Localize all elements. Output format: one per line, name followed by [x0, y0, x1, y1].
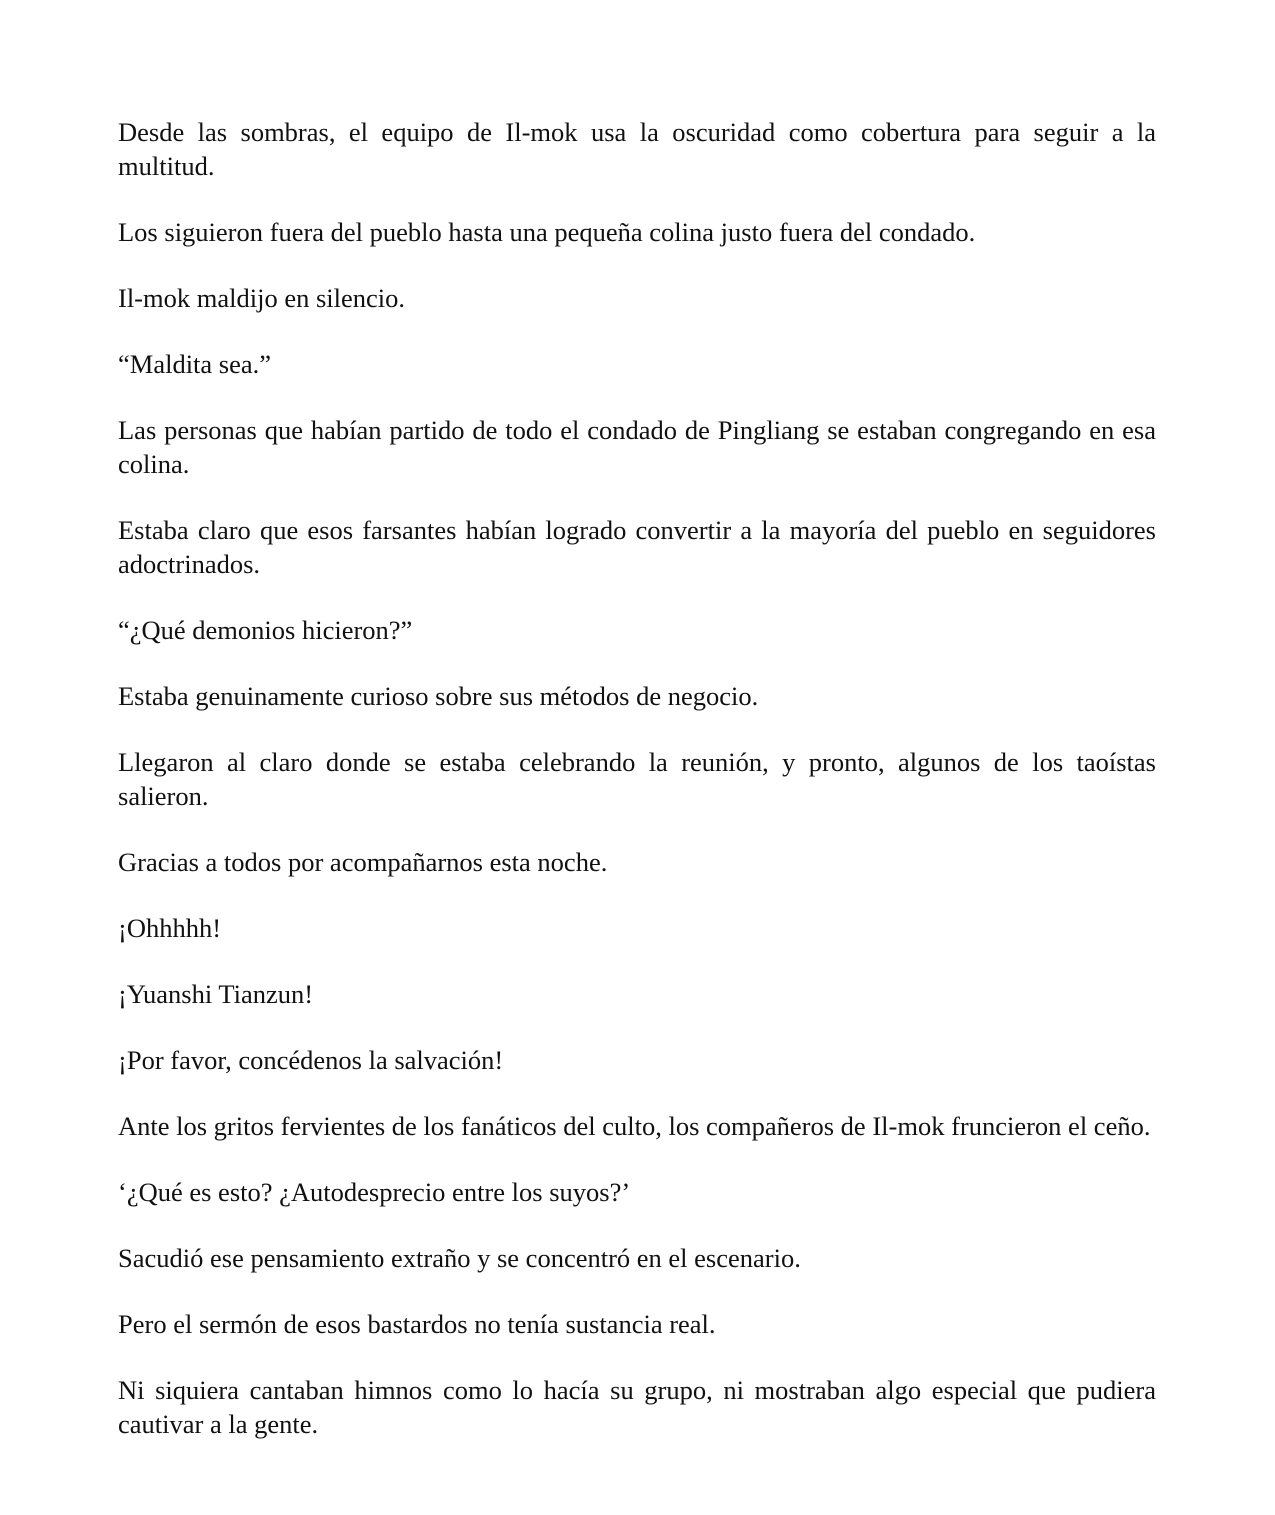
document-page	[118, 115, 1156, 1441]
paragraph-17: Pero el sermón de esos bastardos no tenía sustancia real.	[118, 1309, 716, 1339]
paragraph-10: Gracias a todos por acompañarnos esta noche.	[118, 847, 608, 877]
paragraph-14: Ante los gritos fervientes de los fanáticos del culto, los compañeros de Il-mok fruncieron el ceño.	[118, 1111, 1151, 1141]
paragraph-16: Sacudió ese pensamiento extraño y se concentró en el escenario.	[118, 1243, 801, 1273]
paragraph-15: ‘¿Qué es esto? ¿Autodesprecio entre los suyos?’	[118, 1177, 631, 1207]
paragraph-4: “Maldita sea.”	[118, 349, 272, 379]
paragraph-18: Ni siquiera cantaban himnos como lo hacía su grupo, ni mostraban algo especial que pudiera cautivar a la gente.	[118, 1375, 1156, 1439]
paragraph-12: ¡Yuanshi Tianzun!	[118, 979, 314, 1009]
paragraph-5: Las personas que habían partido de todo el condado de Pingliang se estaban congregando en esa colina.	[118, 415, 1156, 479]
paragraph-13: ¡Por favor, concédenos la salvación!	[118, 1045, 504, 1075]
paragraph-11: ¡Ohhhhh!	[118, 913, 222, 943]
paragraph-9: Llegaron al claro donde se estaba celebrando la reunión, y pronto, algunos de los taoístas salieron.	[118, 747, 1156, 811]
paragraph-1: Desde las sombras, el equipo de Il-mok usa la oscuridad como cobertura para seguir a la multitud.	[118, 117, 1156, 181]
paragraph-6: Estaba claro que esos farsantes habían logrado convertir a la mayoría del pueblo en seguidores adoctrinados.	[118, 515, 1156, 579]
paragraph-3: Il-mok maldijo en silencio.	[118, 283, 406, 313]
paragraph-7: “¿Qué demonios hicieron?”	[118, 615, 413, 645]
paragraph-2: Los siguieron fuera del pueblo hasta una pequeña colina justo fuera del condado.	[118, 217, 976, 247]
paragraph-8: Estaba genuinamente curioso sobre sus métodos de negocio.	[118, 681, 759, 711]
